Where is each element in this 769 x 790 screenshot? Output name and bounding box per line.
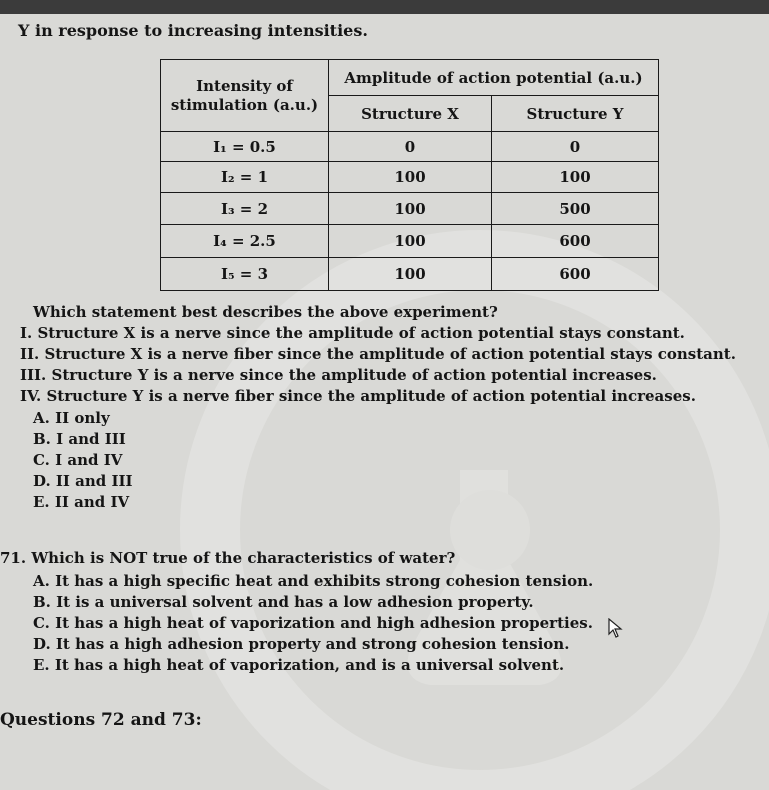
table-row: [161, 225, 659, 258]
q70-statement-3: III. Structure Y is a nerve since the amplitude of action potential increases.: [20, 366, 657, 384]
intensity-cell: I₅ = 3: [161, 258, 329, 291]
table-row: [161, 132, 659, 162]
intensity-cell: I₃ = 2: [161, 193, 329, 225]
q70-statement-2: II. Structure X is a nerve fiber since the amplitude of action potential stays constant.: [20, 345, 736, 363]
table-row: [161, 162, 659, 193]
q70-statement-1: I. Structure X is a nerve since the amplitude of action potential stays constant.: [20, 324, 685, 342]
footer-heading: Questions 72 and 73:: [0, 710, 202, 730]
x-value-cell: 100: [329, 225, 492, 258]
x-value-cell: 0: [329, 132, 492, 162]
x-value-cell: 100: [329, 162, 492, 193]
intensity-cell: I₁ = 0.5: [161, 132, 329, 162]
table-row: [161, 193, 659, 225]
mouse-pointer-icon: [608, 618, 624, 638]
col-header-intensity: Intensity of stimulation (a.u.): [161, 60, 329, 132]
q71-option-a: A. It has a high specific heat and exhibits strong cohesion tension.: [33, 572, 594, 590]
x-value-cell: 100: [329, 193, 492, 225]
q71-option-b: B. It is a universal solvent and has a low adhesion property.: [33, 593, 534, 611]
q71-option-e: E. It has a high heat of vaporization, and is a universal solvent.: [33, 656, 565, 674]
q70-question: Which statement best describes the above experiment?: [33, 303, 498, 321]
y-value-cell: 600: [492, 225, 659, 258]
col-header-structure-x: Structure X: [329, 96, 492, 132]
q71-option-d: D. It has a high adhesion property and strong cohesion tension.: [33, 635, 570, 653]
intensity-cell: I₂ = 1: [161, 162, 329, 193]
q70-option-e: E. II and IV: [33, 493, 130, 511]
top-dark-edge: [0, 0, 769, 14]
q70-option-b: B. I and III: [33, 430, 126, 448]
x-value-cell: 100: [329, 258, 492, 291]
y-value-cell: 600: [492, 258, 659, 291]
q70-option-d: D. II and III: [33, 472, 133, 490]
y-value-cell: 0: [492, 132, 659, 162]
col-header-structure-y: Structure Y: [492, 96, 659, 132]
q70-option-c: C. I and IV: [33, 451, 123, 469]
y-value-cell: 500: [492, 193, 659, 225]
q71-question: 71. Which is NOT true of the characteristics of water?: [0, 549, 456, 567]
q70-option-a: A. II only: [33, 409, 110, 427]
table-row: [161, 258, 659, 291]
intensity-amplitude-table: [160, 59, 659, 291]
y-value-cell: 100: [492, 162, 659, 193]
col-header-amplitude: Amplitude of action potential (a.u.): [329, 60, 659, 96]
header-text: Y in response to increasing intensities.: [18, 21, 368, 40]
intensity-cell: I₄ = 2.5: [161, 225, 329, 258]
q71-option-c: C. It has a high heat of vaporization and high adhesion properties.: [33, 614, 593, 632]
q70-statement-4: IV. Structure Y is a nerve fiber since the amplitude of action potential increases.: [20, 387, 696, 405]
